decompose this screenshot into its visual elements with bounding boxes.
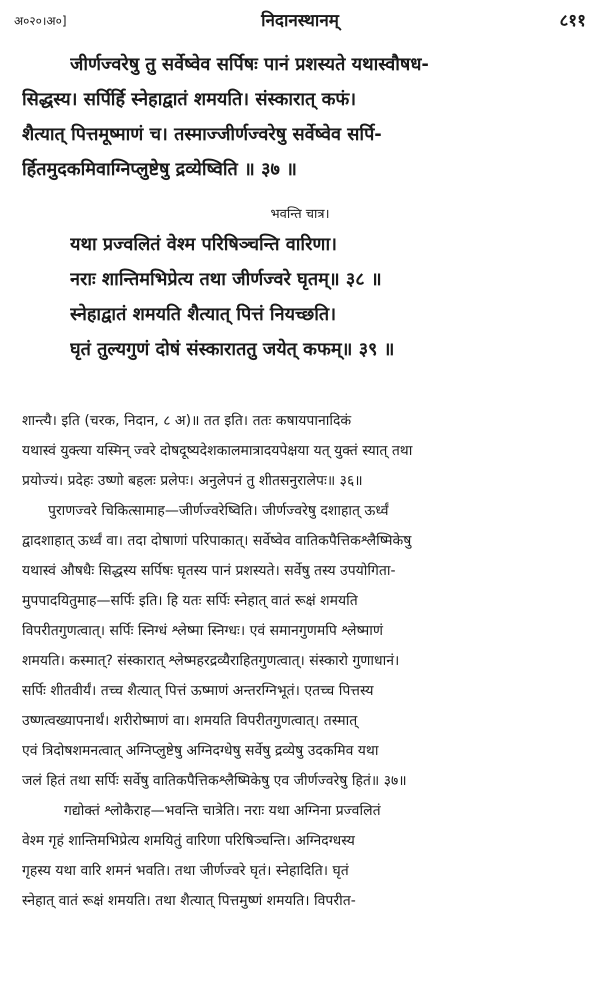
commentary-line: शान्त्यै। इति (चरक, निदान, ८ अ)॥ तत इति। ततः कषायपानादिकं — [22, 413, 352, 429]
commentary-line: उष्णत्वख्यापनार्थं। शरीरोष्माणं वा। शमयति विपरीतगुणत्वात्। तस्मात् — [22, 713, 358, 729]
commentary-line: गृहस्य यथा वारि शमनं भवति। तथा जीर्णज्वरे घृतं। स्नेहादिति। घृतं — [22, 863, 349, 879]
commentary-line: यथास्वं औषधैः सिद्धस्य सर्पिषः घृतस्य पानं प्रशस्यते। सर्वेषु तस्य उपयोगिता- — [22, 563, 396, 579]
verse-line: यथा प्रज्वलितं वेश्म परिषिञ्चन्ति वारिणा। — [70, 234, 337, 255]
commentary-line: वेश्म गृहं शान्तिमभिप्रेत्य शमयितुं वारिणा परिषिञ्चन्ति। अग्निदग्धस्य — [22, 833, 355, 849]
page-number: ८११ — [559, 11, 586, 31]
commentary-line: पुराणज्वरे चिकित्सामाह—जीर्णज्वरेष्विति। जीर्णज्वरेषु दशाहात् ऊर्ध्वं — [48, 503, 389, 519]
commentary-line: सर्पिः शीतवीर्यं। तच्च शैत्यात् पित्तं ऊष्माणं अन्तरग्निभूतं। एतच्च पित्तस्य — [22, 683, 374, 699]
commentary-line: जलं हितं तथा सर्पिः सर्वेषु वातिकपैत्तिकश्लैष्मिकेषु एव जीर्णज्वरेषु हितं॥ ३७॥ — [22, 773, 407, 789]
verse-line: नराः शान्तिमभिप्रेत्य तथा जीर्णज्वरे घृतम्॥ ३८ ॥ — [70, 269, 382, 290]
commentary-line: मुपपादयितुमाह—सर्पिः इति। हि यतः सर्पिः स्नेहात् वातं रूक्षं शमयति — [22, 593, 358, 609]
commentary-line: शमयति। कस्मात्? संस्कारात् श्लेष्महरद्रव्यैराहितगुणत्वात्। संस्कारो गुणाधानं। — [22, 653, 400, 669]
verse-line: घृतं तुल्यगुणं दोषं संस्काराततु जयेत् कफम्॥ ३९ ॥ — [70, 339, 395, 360]
commentary-line: विपरीतगुणत्वात्। सर्पिः स्निग्धं श्लेष्मा स्निग्धः। एवं समानगुणमपि श्लेष्माणं — [22, 623, 384, 639]
commentary-line: गद्योक्तं श्लोकैराह—भवन्ति चात्रेति। नराः यथा अग्निना प्रज्वलितं — [64, 803, 381, 819]
commentary-line: एवं त्रिदोषशमनत्वात् अग्निप्लुष्टेषु अग्निदग्धेषु सर्वेषु द्रव्येषु उदकमिव यथा — [22, 743, 379, 759]
main-text-line: सिद्धस्य। सर्पिर्हि स्नेहाद्वातं शमयति। संस्कारात् कफं। — [22, 89, 357, 110]
commentary-line: स्नेहात् वातं रूक्षं शमयति। तथा शैत्यात् पित्तमुष्णं शमयति। विपरीत- — [22, 893, 356, 909]
chapter-reference: अ०२०।अ०] — [14, 14, 67, 28]
main-text-line: र्हितमुदकमिवाग्निप्लुष्टेषु द्रव्येष्विति ॥ ३७ ॥ — [22, 159, 297, 180]
page-title: निदानस्थानम् — [261, 11, 339, 31]
commentary-line: प्रयोज्यं। प्रदेहः उष्णो बहलः प्रलेपः। अनुलेपनं तु शीतसनुरालेपः॥ ३६॥ — [22, 473, 363, 489]
commentary-line: द्वादशाहात् ऊर्ध्वं वा। तदा दोषाणां परिपाकात्। सर्वेष्वेव वातिकपैत्तिकश्लैष्मिकेषु — [22, 533, 412, 549]
page-header — [14, 8, 586, 32]
verse-intro: भवन्ति चात्र। — [270, 207, 330, 222]
main-text-line: जीर्णज्वरेषु तु सर्वेष्वेव सर्पिषः पानं प्रशस्यते यथास्वौषध- — [70, 54, 429, 75]
main-text-line: शैत्यात् पित्तमूष्माणं च। तस्माज्जीर्णज्वरेषु सर्वेष्वेव सर्पि- — [22, 124, 382, 145]
verse-line: स्नेहाद्वातं शमयति शैत्यात् पित्तं नियच्छति। — [70, 304, 337, 325]
commentary-line: यथास्वं युक्त्या यस्मिन् ज्वरे दोषदूष्यदेशकालमात्रादयपेक्षया यत् युक्तं स्यात् तथा — [22, 443, 413, 459]
